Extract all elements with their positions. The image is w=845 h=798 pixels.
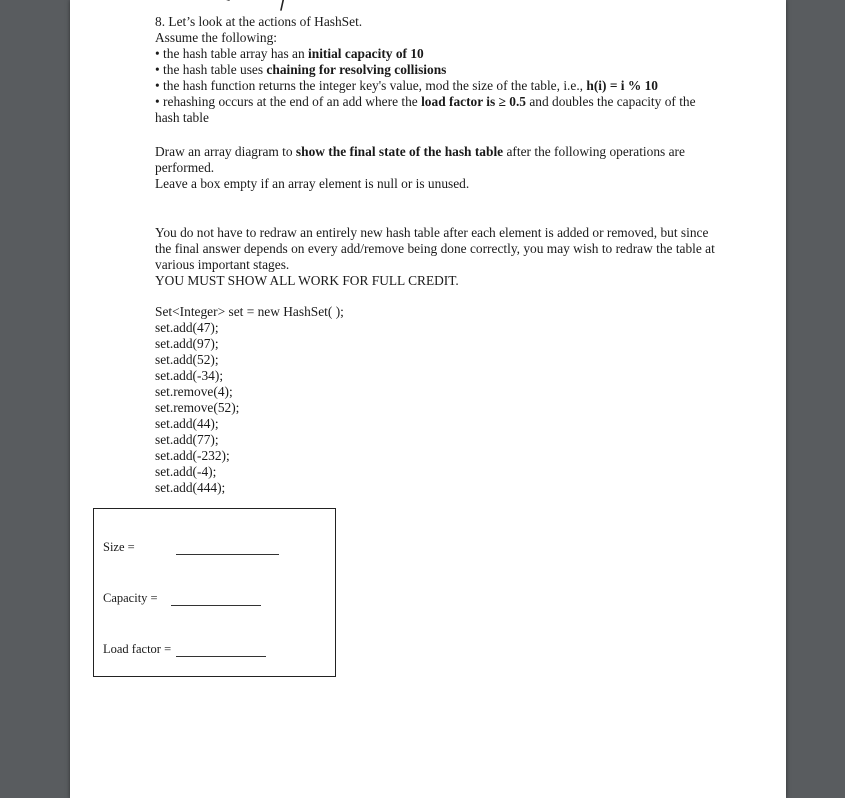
code-line: set.add(47); (155, 320, 219, 335)
assume-text: Assume the following: (155, 30, 277, 45)
bullet-item: • rehashing occurs at the end of an add where the load factor is ≥ 0.5 and doubles the capacity of the hash table (155, 94, 696, 125)
capacity-label: Capacity = (103, 591, 158, 605)
code-line: set.add(-232); (155, 448, 230, 463)
code-line: set.add(97); (155, 336, 219, 351)
load-factor-answer-blank[interactable] (176, 643, 266, 657)
load-factor-row (103, 642, 266, 657)
capacity-row (103, 591, 261, 606)
size-row (103, 540, 279, 555)
question-title: 8. Let’s look at the actions of HashSet. (155, 14, 363, 29)
answer-box (93, 508, 336, 677)
question-text (155, 14, 715, 496)
code-line: set.add(77); (155, 432, 219, 447)
code-line: set.remove(4); (155, 384, 233, 399)
code-line: set.add(44); (155, 416, 219, 431)
code-line: set.remove(52); (155, 400, 240, 415)
code-line: Set<Integer> set = new HashSet( ); (155, 304, 344, 319)
draw-instructions: Draw an array diagram to show the final state of the hash table after the following operations are performed. (155, 144, 685, 175)
bullet-item: • the hash table array has an initial capacity of 10 (155, 46, 424, 61)
leave-empty-note: Leave a box empty if an array element is null or is unused. (155, 176, 470, 191)
must-show-work: YOU MUST SHOW ALL WORK FOR FULL CREDIT. (155, 273, 459, 288)
handwritten-scribble (215, 0, 435, 12)
document-page (70, 0, 786, 798)
code-line: set.add(-4); (155, 464, 217, 479)
size-answer-blank[interactable] (176, 541, 279, 555)
bullet-item: • the hash table uses chaining for resolving collisions (155, 62, 447, 77)
capacity-answer-blank[interactable] (171, 592, 261, 606)
load-factor-label: Load factor = (103, 642, 172, 656)
size-label: Size = (103, 540, 135, 554)
code-line: set.add(52); (155, 352, 219, 367)
bullet-item: • the hash function returns the integer key's value, mod the size of the table, i.e., h(i) = i % 10 (155, 78, 658, 93)
code-line: set.add(-34); (155, 368, 224, 383)
code-line: set.add(444); (155, 480, 226, 495)
redraw-note: You do not have to redraw an entirely new hash table after each element is added or removed, but since the final answer depends on every add/remove being done correctly, you may wish to redraw the table at various important stages. (155, 225, 715, 272)
code-block (155, 304, 715, 496)
